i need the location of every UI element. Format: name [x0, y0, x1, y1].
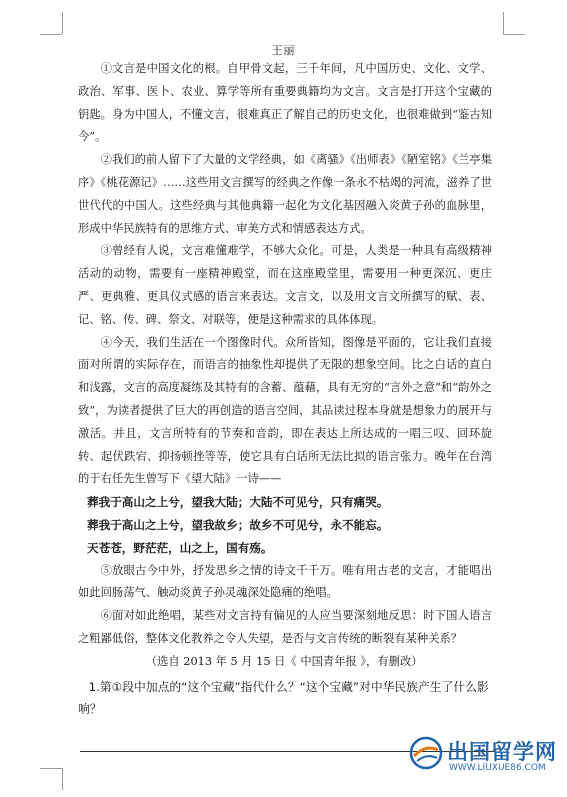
source-citation: （选自 2013 年 5 月 15 日《 中国青年报 》，有删改）	[145, 654, 423, 668]
article-body	[78, 58, 492, 721]
paragraph-3: ③曾经有人说，文言难懂难学，不够大众化。可是，人类是一种具有高级精神活动的动物，需要有一座精神殿堂，而在这座殿堂里，需要用一种更深沉、更庄严、更典雅、更具仪式感的语言来表达。文言文，以及用文言文所撰写的赋、表、记、铭、传、碑、祭文、对联等，便是这种需求的具体体现。	[78, 244, 492, 326]
crop-mark-top-right-h	[503, 34, 525, 35]
paragraph-6: ⑥面对如此绝唱，某些对文言持有偏见的人应当要深刻地反思：时下国人语言之粗鄙低俗，整体文化教养之令人失望，是否与文言传统的断裂有某种关系？	[78, 609, 492, 645]
watermark-url: WWW.LIUXUE86.COM	[449, 763, 546, 773]
crop-mark-top-left-h	[40, 34, 62, 35]
poem-line-2: 葬我于高山之上兮，望我故乡；故乡不可见兮，永不能忘。	[87, 517, 389, 532]
crop-mark-bottom-left-h	[40, 768, 62, 769]
poem-line-1: 葬我于高山之上兮，望我大陆；大陆不可见兮，只有痛哭。	[87, 495, 389, 510]
watermark-title: 出国留学网	[447, 740, 557, 764]
globe-logo-icon	[409, 736, 443, 770]
paragraph-2: ②我们的前人留下了大量的文学经典，如《离骚》《出师表》《陋室铭》《兰亭集序》《桃花源记》……这些用文言撰写的经典之作像一条永不枯竭的河流，滋养了世世代代的中国人。这些经典与其他典籍一起化为文化基因融入炎黄子孙的血脉里，形成中华民族特有的思维方式、审美方式和情感表达方式。	[78, 153, 492, 235]
crop-mark-bottom-left-v	[62, 768, 63, 790]
crop-mark-top-right-v	[503, 12, 504, 34]
paragraph-1: ①文言是中国文化的根。自甲骨文起，三千年间，凡中国历史、文化、文学、政治、军事、医卜、农业、算学等所有重要典籍均为文言。文言是打开这个宝藏的钥匙。身为中国人，不懂文言，很难真正了解自己的历史文化，也很难做到“鉴古知今”。	[78, 62, 492, 144]
author-name: 王丽	[271, 44, 296, 57]
paragraph-5: ⑤放眼古今中外，抒发思乡之情的诗文千千万。唯有用古老的文言，才能唱出如此回肠荡气、触动炎黄子孙灵魂深处隐痛的绝唱。	[78, 563, 492, 600]
crop-mark-top-left-v	[62, 12, 63, 34]
paragraph-4: ④今天，我们生活在一个图像时代。众所皆知，图像是平面的，它让我们直接面对所谓的实际存在，而语言的抽象性却提供了无限的想象空间。比之白话的直白和浅露，文言的高度凝练及其特有的含蓄、蕴藉，具有无穷的“言外之意”和“韵外之致”，为读者提供了巨大的再创造的语言空间，其品读过程本身就是想象力的展开与激活。并且，文言所特有的节奏和音韵，即在表达上所达成的一唱三叹、回环旋转、起伏跌宕、抑扬顿挫等等，使它具有白话所无法比拟的语言张力。晚年在台湾的于右任先生曾写下《望大陆》一诗——	[78, 335, 492, 486]
site-watermark	[409, 728, 559, 790]
poem-line-3: 天苍苍，野茫茫，山之上，国有殇。	[87, 540, 273, 555]
question-1: 1.第①段中加点的“这个宝藏”指代什么？“这个宝藏”对中华民族产生了什么影响？	[78, 679, 489, 717]
